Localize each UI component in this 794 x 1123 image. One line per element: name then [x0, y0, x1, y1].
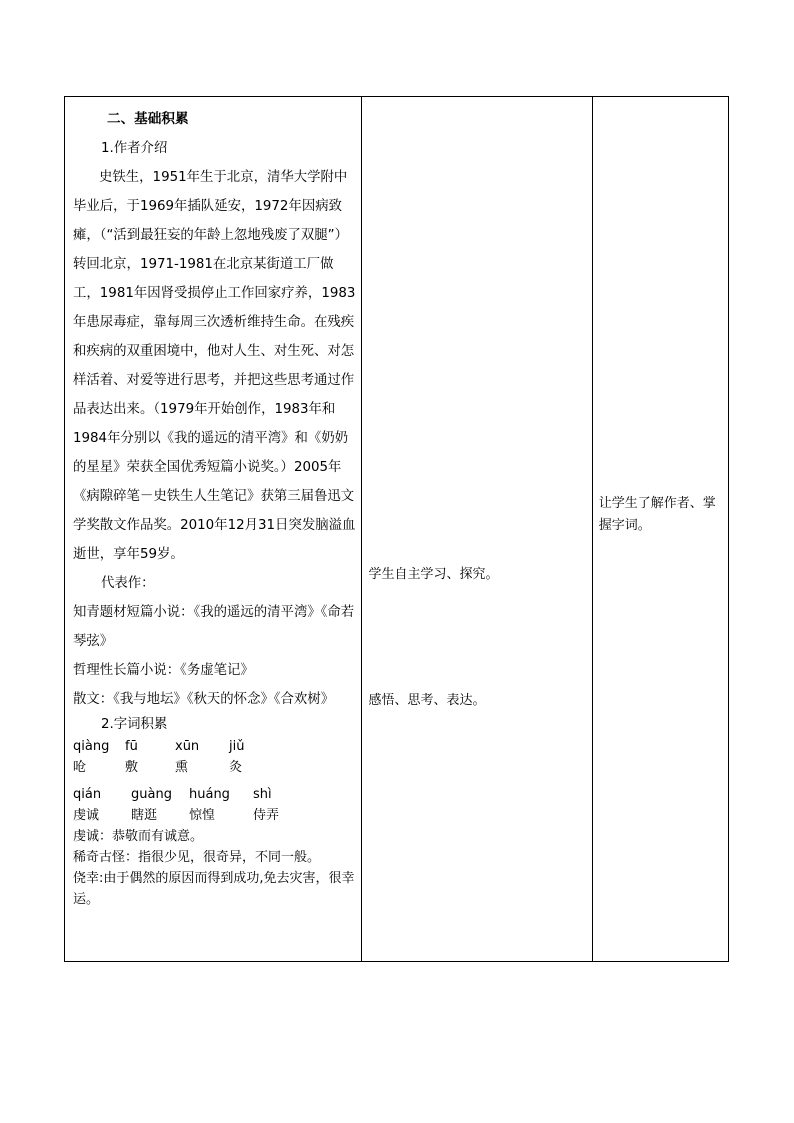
pinyin: fū — [125, 739, 138, 754]
vocab-char: 灸 — [229, 760, 243, 775]
pinyin: shì — [253, 787, 272, 802]
teaching-content-cell — [65, 97, 362, 962]
table-row — [65, 97, 729, 962]
vocab-char: 敷 — [125, 760, 139, 775]
char-row-1 — [73, 757, 355, 778]
vocab-label: 2.字词积累 — [101, 717, 168, 732]
author-intro-label: 1.作者介绍 — [101, 141, 168, 156]
author-bio: 史铁生，1951年生于北京，清华大学附中毕业后，于1969年插队延安，1972年因病致瘫，（“活到最狂妄的年龄上忽地残废了双腿”）转回北京，1971-1981在北京某街道工厂做工，1981年因肾受损停止工作回家疗养，1983年患尿毒症，靠每周三次透析维持生命。在残疾和疾病的双重困境中，他对人生、对生死、对怎样活着、对爱等进行思考，并把这些思考通过作品表达出来。（1979年开始创作，1983年和1984年分别以《我的遥远的清平湾》和《奶奶的星星》荣获全国优秀短篇小说奖。）2005年《病隙碎笔－史铁生人生笔记》获第三届鲁迅文学奖散文作品奖。2010年12月31日突发脑溢血逝世，享年59岁。 — [73, 170, 356, 562]
pinyin: qiàng — [73, 739, 110, 754]
vocab-word: 侍弄 — [253, 808, 280, 823]
student-activity-cell — [362, 97, 592, 962]
definition-xiqi: 稀奇古怪：指很少见，很奇异，不同一般。 — [73, 850, 321, 865]
works-short-stories: 知青题材短篇小说：《我的遥远的清平湾》《命若琴弦》 — [73, 605, 355, 649]
works-essays: 散文：《我与地坛》《秋天的怀念》《合欢树》 — [73, 692, 335, 707]
works-label: 代表作： — [101, 576, 155, 591]
section-heading: 二、基础积累 — [107, 111, 189, 127]
pinyin-row-1 — [73, 736, 355, 757]
student-activity-1: 学生自主学习、探究。 — [368, 567, 499, 582]
vocab-word: 虔诚 — [73, 808, 100, 823]
works-novel: 哲理性长篇小说：《务虚笔记》 — [73, 663, 254, 678]
pinyin: xūn — [175, 739, 200, 754]
vocab-block — [73, 736, 355, 910]
pinyin: jiǔ — [229, 739, 245, 754]
pinyin: huáng — [189, 787, 230, 802]
char-row-2 — [73, 805, 355, 826]
lesson-plan-table — [64, 96, 729, 962]
design-intent: 让学生了解作者、掌握字词。 — [598, 496, 716, 533]
pinyin: guàng — [131, 787, 172, 802]
definition-qiancheng: 虔诚：恭敬而有诚意。 — [73, 829, 204, 844]
student-activity-2: 感悟、思考、表达。 — [368, 693, 486, 708]
definition-jiaoxing: 侥幸:由于偶然的原因而得到成功,免去灾害，很幸运。 — [73, 871, 355, 907]
design-intent-cell — [592, 97, 728, 962]
vocab-word: 瞎逛 — [131, 808, 158, 823]
vocab-word: 惊惶 — [189, 808, 216, 823]
vocab-char: 呛 — [73, 760, 87, 775]
vocab-char: 熏 — [175, 760, 189, 775]
pinyin-row-2 — [73, 784, 355, 805]
pinyin: qián — [73, 787, 102, 802]
